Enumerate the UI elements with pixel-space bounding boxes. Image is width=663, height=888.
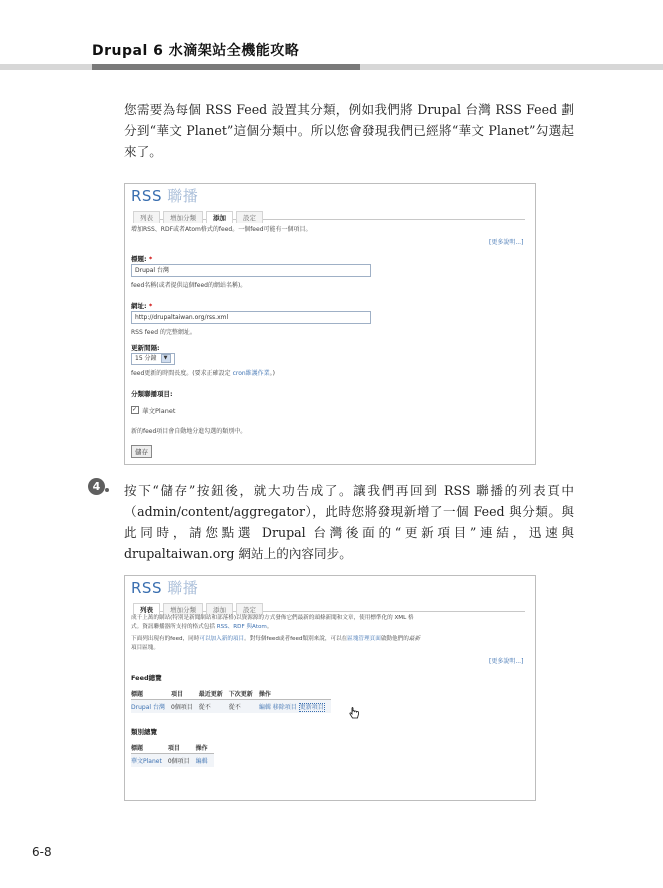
title-en: RSS (131, 579, 162, 597)
feed-next-update: 從不 (229, 700, 259, 714)
url-input[interactable]: http://drupaltaiwan.org/rss.xml (131, 311, 371, 324)
tab-list[interactable]: 列表 (133, 211, 160, 223)
col-actions: 操作 (196, 742, 214, 754)
form-intro: 增加RSS、RDF或者Atom格式的feed。一個feed可能有一個項目。 (131, 226, 312, 233)
feed-items-count: 0個項目 (171, 700, 199, 714)
title-zh: 聯播 (167, 579, 199, 597)
intro-line-4: 項目區塊。 (131, 645, 159, 651)
col-last-update: 最近更新 (199, 688, 229, 700)
tab-add-category[interactable]: 增加分類 (163, 603, 203, 615)
tab-add-category[interactable]: 增加分類 (163, 211, 203, 223)
tab-add[interactable]: 添加 (206, 211, 233, 223)
title-en: RSS (131, 187, 162, 205)
category-checkbox[interactable]: ✓ (132, 406, 138, 413)
update-items-link[interactable]: 更新項目 (299, 704, 324, 711)
header-rule-accent (92, 64, 360, 70)
screenshot-add-feed-form (124, 183, 536, 465)
save-button[interactable]: 儲存 (131, 445, 152, 458)
title-input[interactable]: Drupal 台灣 (131, 264, 371, 277)
url-label: 網址: * (131, 302, 153, 310)
interval-select[interactable]: 15 分鐘 ▼ (131, 353, 175, 365)
tab-bar (133, 597, 525, 612)
category-table (131, 742, 214, 767)
category-description: 新的feed項目會自動地分進勾選的類別中。 (131, 428, 247, 435)
interval-label: 更新間隔: (131, 344, 160, 352)
formats-links[interactable]: RSS、RDF 與Atom (216, 624, 267, 630)
rss-page-title (131, 185, 198, 206)
feed-title-link[interactable]: Drupal 台灣 (131, 704, 165, 711)
edit-link[interactable]: 編輯 (195, 758, 208, 765)
tab-list[interactable]: 列表 (133, 603, 160, 615)
table-row (131, 754, 214, 768)
page-number: 6-8 (32, 845, 52, 859)
interval-description: feed更新的時間長度。(要求正確設定 cron維護作業。) (131, 370, 276, 377)
table-header-row (131, 742, 214, 754)
category-option-label: 華文Planet (142, 407, 176, 415)
col-actions: 操作 (259, 688, 331, 700)
tab-add[interactable]: 添加 (206, 603, 233, 615)
url-description: RSS feed 的完整網址。 (131, 329, 196, 336)
col-title: 標題 (131, 742, 168, 754)
step-4-paragraph: 按下“儲存”按鈕後，就大功告成了。讓我們再回到 RSS 聯播的列表頁中（admin/content/aggregator），此時您將發現新增了一個 Feed 與分類。與此同時，請您點選 Drupal 台灣後面的“更新項目”連結，迅速與 drupaltaiwan.org 網站上的內容同步。 (124, 483, 574, 561)
table-row (131, 700, 331, 714)
cron-link[interactable]: cron維護作業 (232, 370, 270, 377)
body-paragraph-1: 您需要為每個 RSS Feed 設置其分類，例如我們將 Drupal 台灣 RSS Feed 劃分到“華文 Planet”這個分類中。所以您會發現我們已經將“華文 Planet”勾選起來了。 (124, 102, 574, 159)
feed-overview-heading: Feed總覽 (131, 674, 162, 682)
remove-items-link[interactable]: 移除項目 (272, 704, 297, 711)
col-items: 項目 (171, 688, 199, 700)
intro-line-1: 成千上萬的網站(特別是新聞網站和部落格)以資源源的方式發佈它們最新的頭條新聞和文章，使用標準化的 XML 格 (131, 615, 414, 621)
step-number-badge: 4 (88, 478, 105, 495)
col-items: 項目 (168, 742, 196, 754)
more-help-link[interactable]: [更多說明...] (489, 239, 524, 246)
intro-line-3: 下面列出現有的feed，同時可以加入新的項目。對每個feed或者feed類別來說，可以在區塊管理頁面啟動他們的最新 (131, 636, 420, 642)
tab-settings[interactable]: 設定 (236, 603, 263, 615)
running-header-title: Drupal 6 水滴架站全機能攻略 (92, 43, 300, 59)
screenshot-feed-list (124, 575, 536, 801)
tab-settings[interactable]: 設定 (236, 211, 263, 223)
block-admin-link[interactable]: 區塊管理頁面 (347, 636, 381, 642)
title-zh: 聯播 (167, 187, 199, 205)
category-label: 分類聯播項目: (131, 390, 173, 398)
category-overview-heading: 類別總覽 (131, 728, 157, 736)
category-items-count: 0個項目 (168, 754, 196, 768)
hand-cursor-icon (349, 707, 360, 720)
category-title-link[interactable]: 華文Planet (131, 758, 162, 765)
feed-last-update: 從不 (199, 700, 229, 714)
add-item-link[interactable]: 可以加入新的項目 (199, 636, 245, 642)
col-next-update: 下次更新 (229, 688, 259, 700)
feed-table (131, 688, 331, 713)
title-label: 標題: * (131, 255, 153, 263)
title-description: feed名稱(或者提供這個feed的網站名稱)。 (131, 282, 247, 289)
rss-page-title (131, 577, 198, 598)
tab-bar (133, 205, 525, 220)
edit-link[interactable]: 編輯 (258, 704, 271, 711)
intro-line-2: 式。資訊聯播器所支持的格式包括 RSS、RDF 與Atom。 (131, 624, 273, 630)
col-title: 標題 (131, 688, 171, 700)
more-help-link[interactable]: [更多說明...] (489, 658, 524, 665)
chevron-down-icon: ▼ (161, 354, 171, 363)
table-header-row (131, 688, 331, 700)
